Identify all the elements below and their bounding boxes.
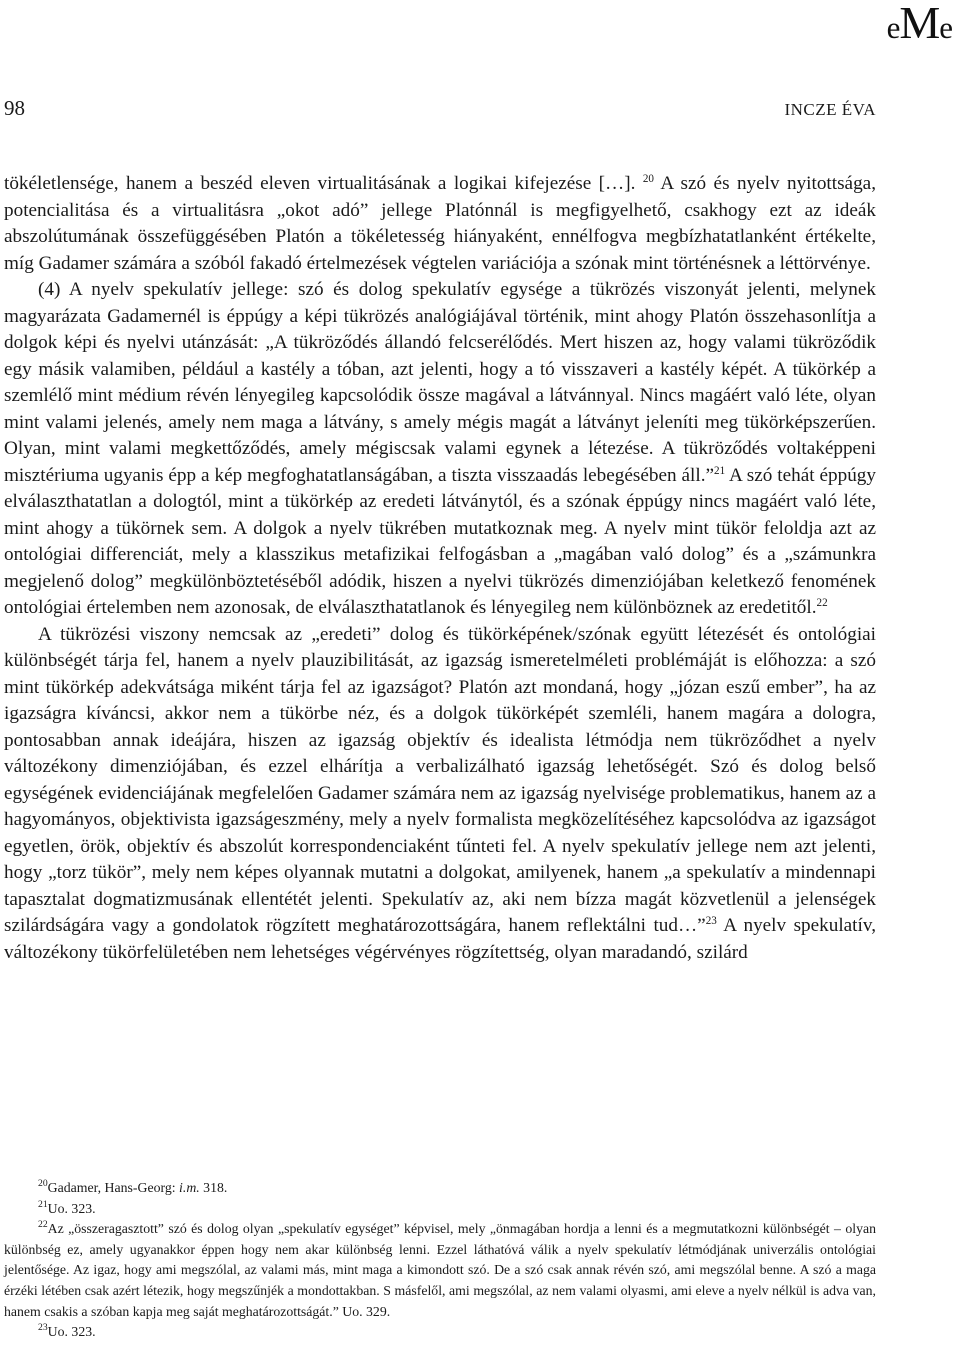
- paragraph-1: tökéletlensége, hanem a beszéd eleven virtualitásának a logikai kifejezése […]. $^{20}$ A szó és nyelv nyitottsága, potencialitása és a virtualitásra „okot adó” jellege Platónnál is megfigyelhető, csakhogy ezt az ideák abszolútumának összefüggésében Platón a tökéletesség hiányaként, ennélfogva megbízhatatlanként értékelte, míg Gadamer számára a szóból fakadó értelmezések végtelen variációja a szónak mint történésnek a léttörvénye.: [4, 173, 876, 274]
- journal-logo: eMe: [886, 0, 952, 48]
- running-head-author: INCZE ÉVA: [784, 100, 876, 119]
- footnote-ref-22[interactable]: 22: [816, 597, 828, 610]
- footnote-21: $^{21}$Uo. 323.: [38, 1198, 96, 1216]
- footnote-ref-21[interactable]: 21: [714, 464, 726, 477]
- page-number: 98: [4, 96, 25, 120]
- footnote-ref-23[interactable]: 23: [705, 915, 717, 928]
- paragraph-2: (4) A nyelv spekulatív jellege: szó és dolog spekulatív egysége a tükrözés viszonyát jelenti, melynek magyarázata Gadamernél is éppúgy a képi tükrözés analógiájával történik, mint ahogy Platón összehasonlítja a dolgok képi és nyelvi utánzását: „A tükröződés állandó felcserélődés. Mert hiszen az, hogy valami tükröződik egy másik valamiben, például a kastély a tóban, azt jelenti, hogy a tó visszaveri a kastély képét. A tükörkép a szemlélő mint médium révén lényegileg kapcsolódik össze magával a látvánnyal. Nincs magáért való léte, olyan mint valami jelenés, amely nem maga a látvány, s amely mégis magát a látványt jeleníti meg tükörképszerűen. Olyan, mint valami megkettőződés, amely mégiscsak valami egynek a létezése. A tükröződés voltaképpeni misztériuma ugyanis épp a kép megfoghatatlanságában, a tiszta visszaadás lebegésében áll.”$^{21}$ A szó tehát éppúgy elválaszthatatlan a dologtól, mint a tükörkép az eredeti látványtól, és a szónak éppúgy nincs magáért való léte, mint ahogy a tükörnek sem. A dolgok a nyelv tükrében mutatkoznak meg. A nyelv mint tükör feloldja azt az ontológiai differenciát, mely a klasszikus metafizikai felfogásban a „magában való dolog” és a „számunkra megjelenő dolog” megkülönböztetéséből adódik, hiszen a nyelvi tükrözés dimenziójában keletkező fenomének ontológiai értelemben nem azonosak, de elválaszthatatlanok és lényegileg nem különböznek az eredetitől.$^{22}$: [4, 279, 876, 618]
- footnote-23: $^{23}$Uo. 323.: [38, 1322, 96, 1340]
- footnote-20: $^{20}$Gadamer, Hans-Georg: i.m. 318.: [38, 1178, 228, 1195]
- main-text: [4, 171, 876, 966]
- footnote-ref-20[interactable]: 20: [642, 173, 654, 186]
- footnote-22: $^{22}$Az „összeragasztott” szó és dolog olyan „spekulatív egységet” képvisel, mely „önmagában hordja a lenni és a megmutatkozni különbségét – olyan különbség ez, amely ugyanakkor éppen hogy nem akar különbség lenni. Ezzel láthatóvá válik a nyelv spekulatív létmódjának univerzális ontológiai jelentősége. Az igaz, hogy ami megszólal, az valami más, mint maga a kimondott szó. De a szó csak annak révén szó, ami megszólal benne. A szó a maga érzéki létében csak azért létezik, hogy megszűnjék a mondottakban. S másfelől, ami megszólal, az nem valami olyasmi, ami eleve a nyelv nélkül is adva van, hanem csakis a szóban kapja meg saját meghatározottságát.” Uo. 329.: [4, 1219, 876, 1319]
- footnotes: [4, 1178, 876, 1343]
- paragraph-3: A tükrözési viszony nemcsak az „eredeti” dolog és tükörképének/szónak együtt létezését és ontológiai különbségét tárja fel, hanem a nyelv plauzibilitását, az igazság ismeretelméleti problémáját is előhozza: a szó mint tükörkép adekvátsága miként tárja fel az igazságot? Platón azt mondaná, hogy „józan eszű ember”, ha az igazságra kíváncsi, akkor nem a tükörbe néz, és a dolgok tükörképét szemléli, hanem magára a dologra, pontosabban annak ideájára, hiszen az igazság objektív és idealista létmódja nem tükröződhet a nyelv változékony dimenziójában, és ezzel elhárítja a verbalizálható igazság lehetőségét. Szó és dolog belső egységének evidenciájának megfelelően Gadamer számára nem az igazság nyelvisége problematikus, hanem az a hagyományos, objektivista igazságeszmény, mely a nyelv formalista megközelítéséhez kapcsolódva az igazságot egyetlen, örök, objektív és abszolút korrespondenciaként tűnteti fel. A nyelv spekulatív jellege nem azt jelenti, hogy „torz tükör”, mely nem képes olyannak mutatni a dolgokat, amilyenek, hanem „a spekulatív a mindennapi tapasztalat dogmatizmusának ellentétét jelenti. Spekulatív az, aki nem bízza magát közvetlenül a jelenségek szilárdságára vagy a gondolatok rögzített meghatározottságára, hanem reflektálni tud…”$^{23}$ A nyelv spekulatív, változékony tükörfelületében nem lehetséges végérvényes rögzítettség, olyan maradandó, szilárd: [4, 623, 876, 963]
